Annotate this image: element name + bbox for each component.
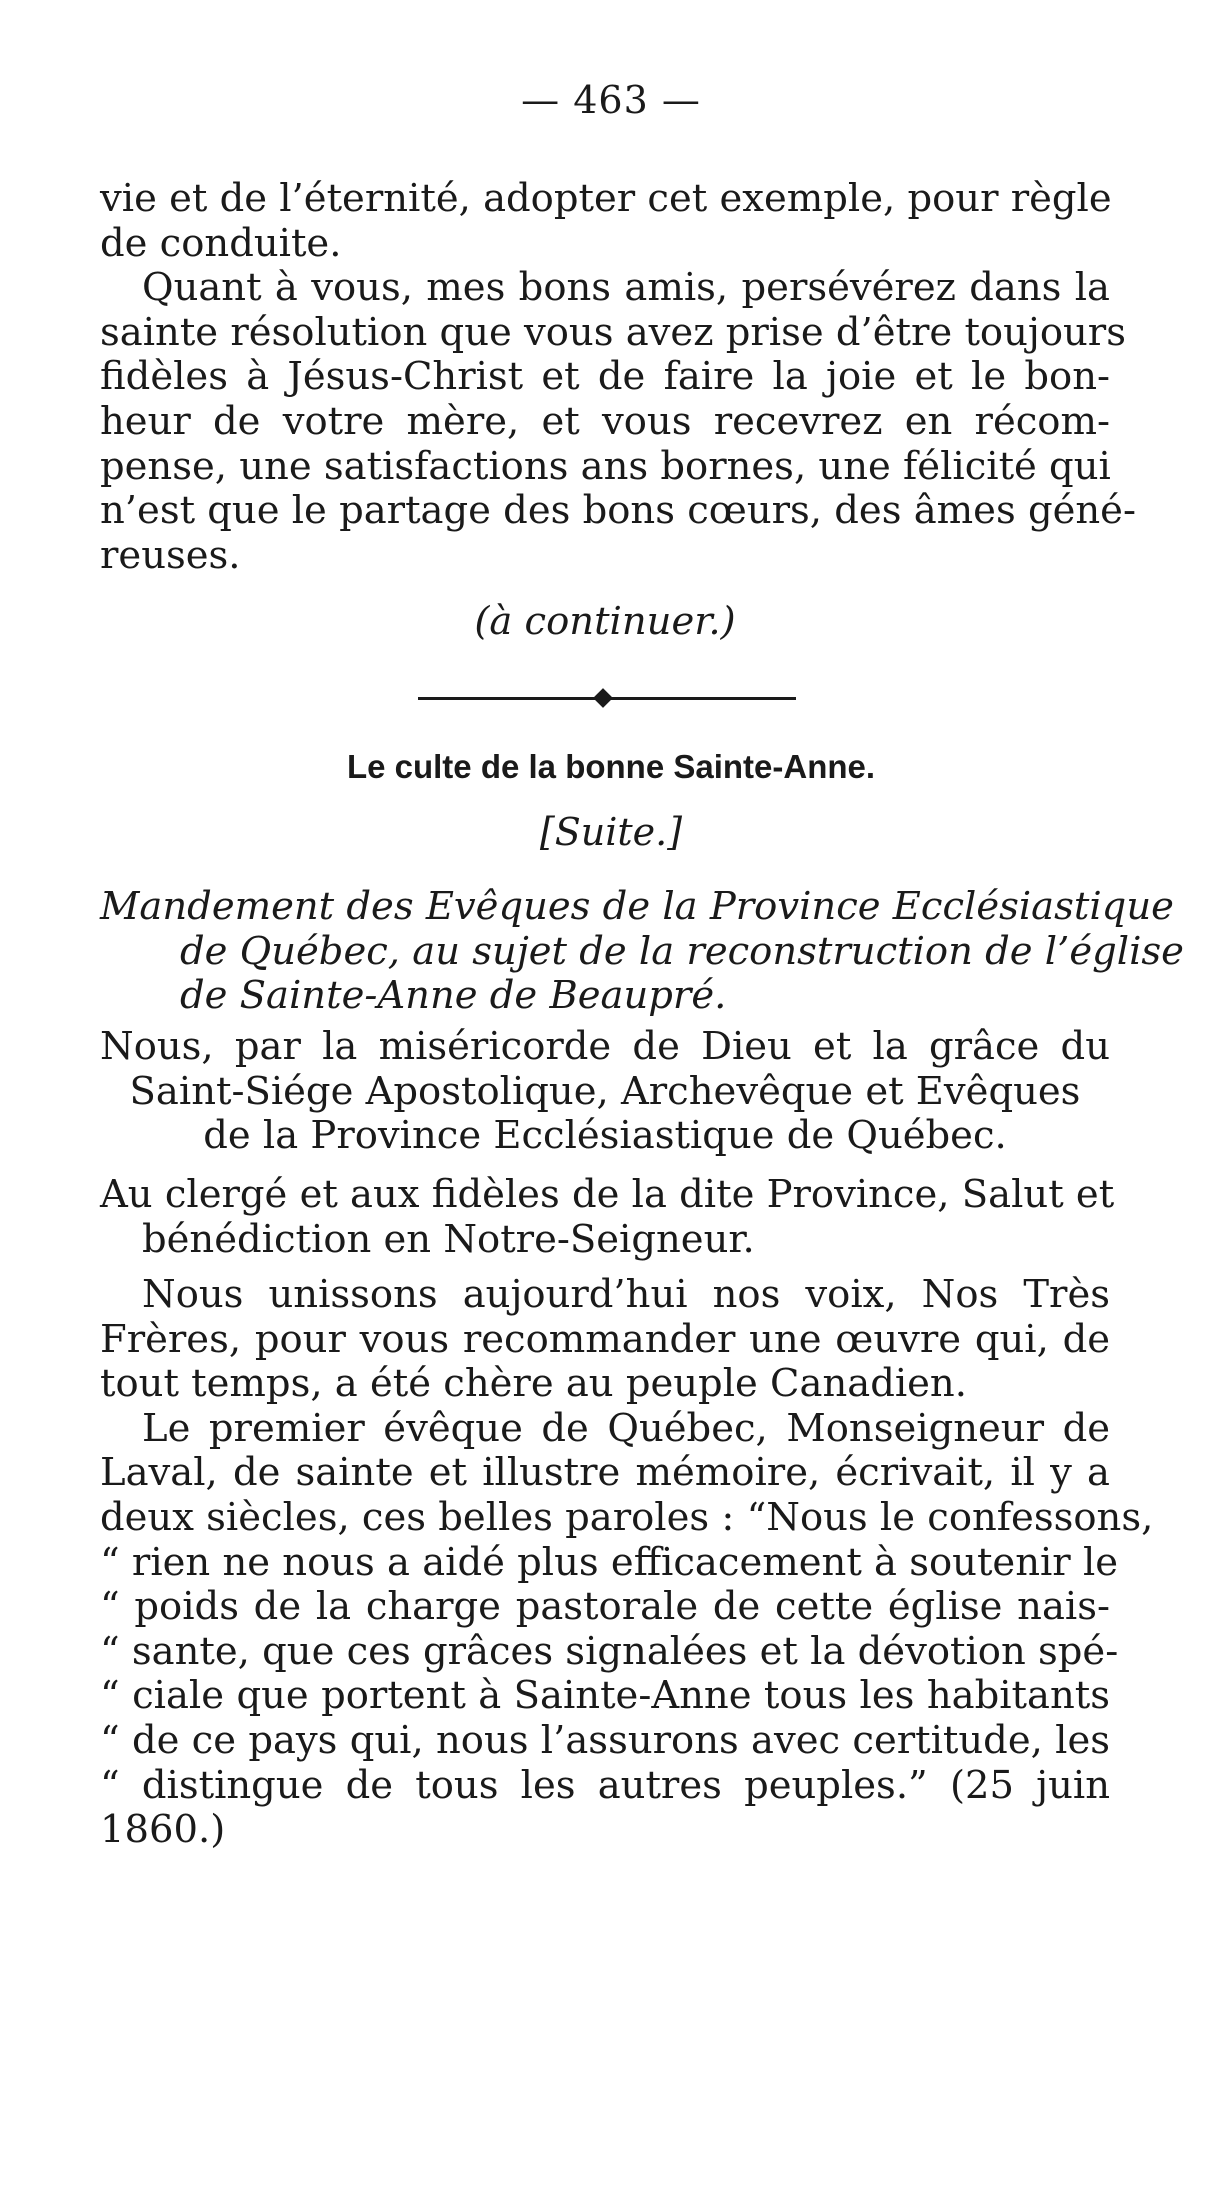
text-line: sainte résolution que vous avez prise d’être toujours: [100, 309, 1126, 355]
text-line: fidèles à Jésus-Christ et de faire la joie et le bon-: [100, 354, 1110, 400]
salutation: [100, 1172, 1115, 1262]
text-line: “ ciale que portent à Sainte-Anne tous les habitants: [100, 1673, 1110, 1719]
mandement-heading: [100, 884, 1184, 1019]
continuation-note: (à continuer.): [474, 599, 736, 644]
text-line: Le premier évêque de Québec, Monseigneur de: [142, 1405, 1110, 1451]
mandement-body: [100, 1272, 1154, 1853]
divider-ornament-icon: [593, 688, 613, 708]
text-line: “ poids de la charge pastorale de cette église nais-: [100, 1584, 1110, 1630]
text-line: Nous unissons aujourd’hui nos voix, Nos Très: [142, 1272, 1110, 1317]
text-line: Nous, par la miséricorde de Dieu et la grâce du: [100, 1024, 1110, 1069]
text-line: de la Province Ecclésiastique de Québec.: [203, 1113, 1007, 1159]
article-title: Le culte de la bonne Sainte-Anne.: [346, 748, 876, 785]
text-line: de Sainte-Anne de Beaupré.: [180, 973, 727, 1019]
text-line: Quant à vous, mes bons amis, persévérez dans la: [142, 265, 1110, 311]
text-line: reuses.: [100, 532, 241, 578]
text-line: vie et de l’éternité, adopter cet exemple, pour règle: [100, 176, 1112, 221]
text-line: de conduite.: [100, 220, 342, 266]
text-line: de Québec, au sujet de la reconstruction de l’église: [180, 928, 1184, 974]
authors-statement: [100, 1025, 1110, 1159]
text-line: “ rien ne nous a aidé plus efficacement à soutenir le: [100, 1539, 1119, 1585]
text-line: n’est que le partage des bons cœurs, des âmes géné-: [100, 488, 1136, 534]
text-line: pense, une satisfactions ans bornes, une félicité qui: [100, 443, 1111, 489]
text-line: Saint-Siége Apostolique, Archevêque et Evêques: [129, 1068, 1081, 1114]
text-line: “ de ce pays qui, nous l’assurons avec certitude, les: [100, 1717, 1110, 1763]
continuation-note-wrapper: [100, 600, 1110, 645]
text-line: Mandement des Evêques de la Province Ecclésiastique: [100, 884, 1174, 929]
text-line: Au clergé et aux fidèles de la dite Province, Salut et: [100, 1172, 1115, 1217]
text-line: “ sante, que ces grâces signalées et la dévotion spé-: [100, 1628, 1119, 1674]
text-line: bénédiction en Notre-Seigneur.: [142, 1216, 755, 1262]
text-line: heur de votre mère, et vous recevrez en récom-: [100, 398, 1110, 444]
text-line: Frères, pour vous recommander une œuvre qui, de: [100, 1316, 1110, 1362]
text-line: deux siècles, ces belles paroles : “Nous le confessons,: [100, 1494, 1154, 1540]
text-line: Laval, de sainte et illustre mémoire, écrivait, il y a: [100, 1450, 1110, 1496]
text-line: tout temps, a été chère au peuple Canadien.: [100, 1361, 967, 1407]
page-number: — 463 —: [521, 78, 701, 122]
text-line: 1860.): [100, 1807, 226, 1853]
article-subtitle: [Suite.]: [539, 810, 683, 854]
intro-paragraphs: [100, 176, 1136, 578]
text-line: “ distingue de tous les autres peuples.” (25 juin: [100, 1762, 1110, 1808]
